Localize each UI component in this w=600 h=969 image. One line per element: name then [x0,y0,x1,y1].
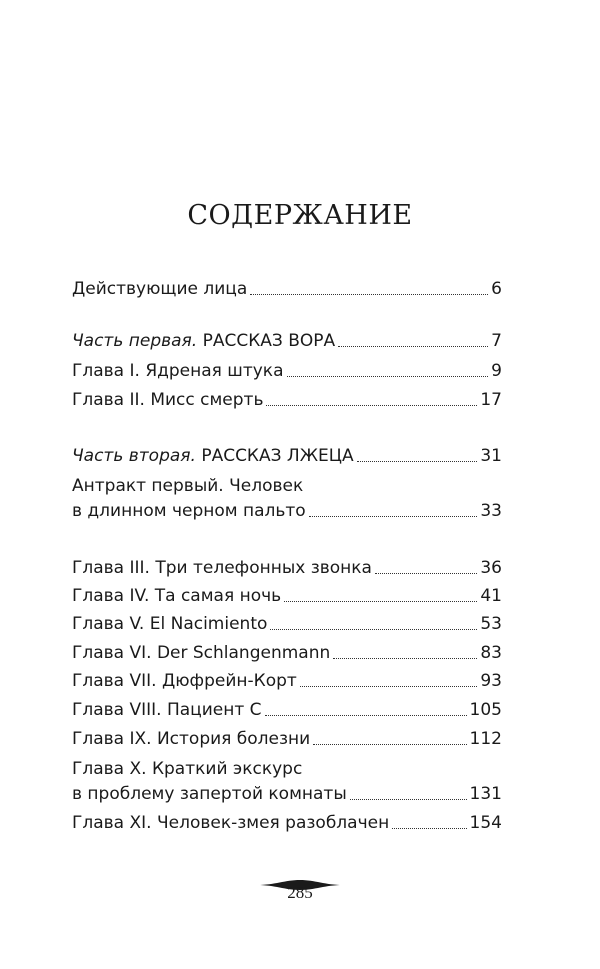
page-number: 285 [287,883,313,902]
dot-leader [333,658,477,659]
entry-first-line: Антракт первый. Человек [72,476,304,496]
entry-label: РАССКАЗ ВОРА [202,331,336,351]
entry-page: 31 [480,446,502,466]
toc-entry[interactable] [72,331,502,351]
entry-label: Глава VIII. Пациент С [72,700,262,720]
dot-leader [375,573,477,574]
dot-leader [357,461,478,462]
dot-leader [270,629,477,630]
entry-label: Глава II. Мисс смерть [72,390,264,410]
dot-leader [313,744,466,745]
toc-entry[interactable] [72,643,502,663]
entry-label: Глава V. El Nacimiento [72,614,268,634]
entry-label: РАССКАЗ ЛЖЕЦА [201,446,354,466]
entry-page: 105 [469,700,502,720]
dot-leader [287,376,489,377]
entry-label: Глава VII. Дюфрейн-Корт [72,671,297,691]
dot-leader [300,686,478,687]
toc-entry[interactable] [72,700,502,720]
entry-page: 112 [469,729,502,749]
entry-label: в длинном черном пальто [72,501,306,521]
dot-leader [265,715,467,716]
entry-label: Глава XI. Человек-змея разоблачен [72,813,390,833]
entry-page: 53 [480,614,502,634]
dot-leader [392,828,466,829]
toc-entry[interactable] [72,813,502,833]
entry-page: 33 [480,501,502,521]
entry-page: 17 [480,390,502,410]
entry-page: 154 [469,813,502,833]
entry-label: Глава IX. История болезни [72,729,311,749]
entry-first-line: Глава X. Краткий экскурс [72,759,303,779]
toc-entry[interactable] [72,361,502,381]
entry-label: Действующие лица [72,279,248,299]
dot-leader [284,601,477,602]
toc-entry[interactable] [72,446,502,466]
entry-page: 9 [491,361,502,381]
toc-entry[interactable] [72,784,502,804]
entry-page: 93 [480,671,502,691]
entry-page: 41 [480,586,502,606]
entry-page: 6 [491,279,502,299]
dot-leader [338,346,488,347]
toc-entry[interactable] [72,558,502,578]
toc-entry[interactable] [72,501,502,521]
entry-label: Глава VI. Der Schlangenmann [72,643,331,663]
toc-entry[interactable] [72,614,502,634]
toc-entry[interactable] [72,390,502,410]
toc-entry[interactable] [72,671,502,691]
entry-page: 83 [480,643,502,663]
toc-entry[interactable] [72,729,502,749]
page-title: СОДЕРЖАНИЕ [187,200,413,231]
entry-page: 7 [491,331,502,351]
part-prefix: Часть первая. [72,331,198,351]
dot-leader [350,799,467,800]
entry-label: Глава III. Три телефонных звонка [72,558,372,578]
entry-page: 131 [469,784,502,804]
entry-label: в проблему запертой комнаты [72,784,347,804]
entry-label: Глава I. Ядреная штука [72,361,284,381]
entry-label: Глава IV. Та самая ночь [72,586,282,606]
dot-leader [250,294,488,295]
toc-entry[interactable] [72,586,502,606]
dot-leader [266,405,477,406]
part-prefix: Часть вторая. [72,446,196,466]
entry-page: 36 [480,558,502,578]
toc-entry[interactable] [72,279,502,299]
dot-leader [309,516,478,517]
